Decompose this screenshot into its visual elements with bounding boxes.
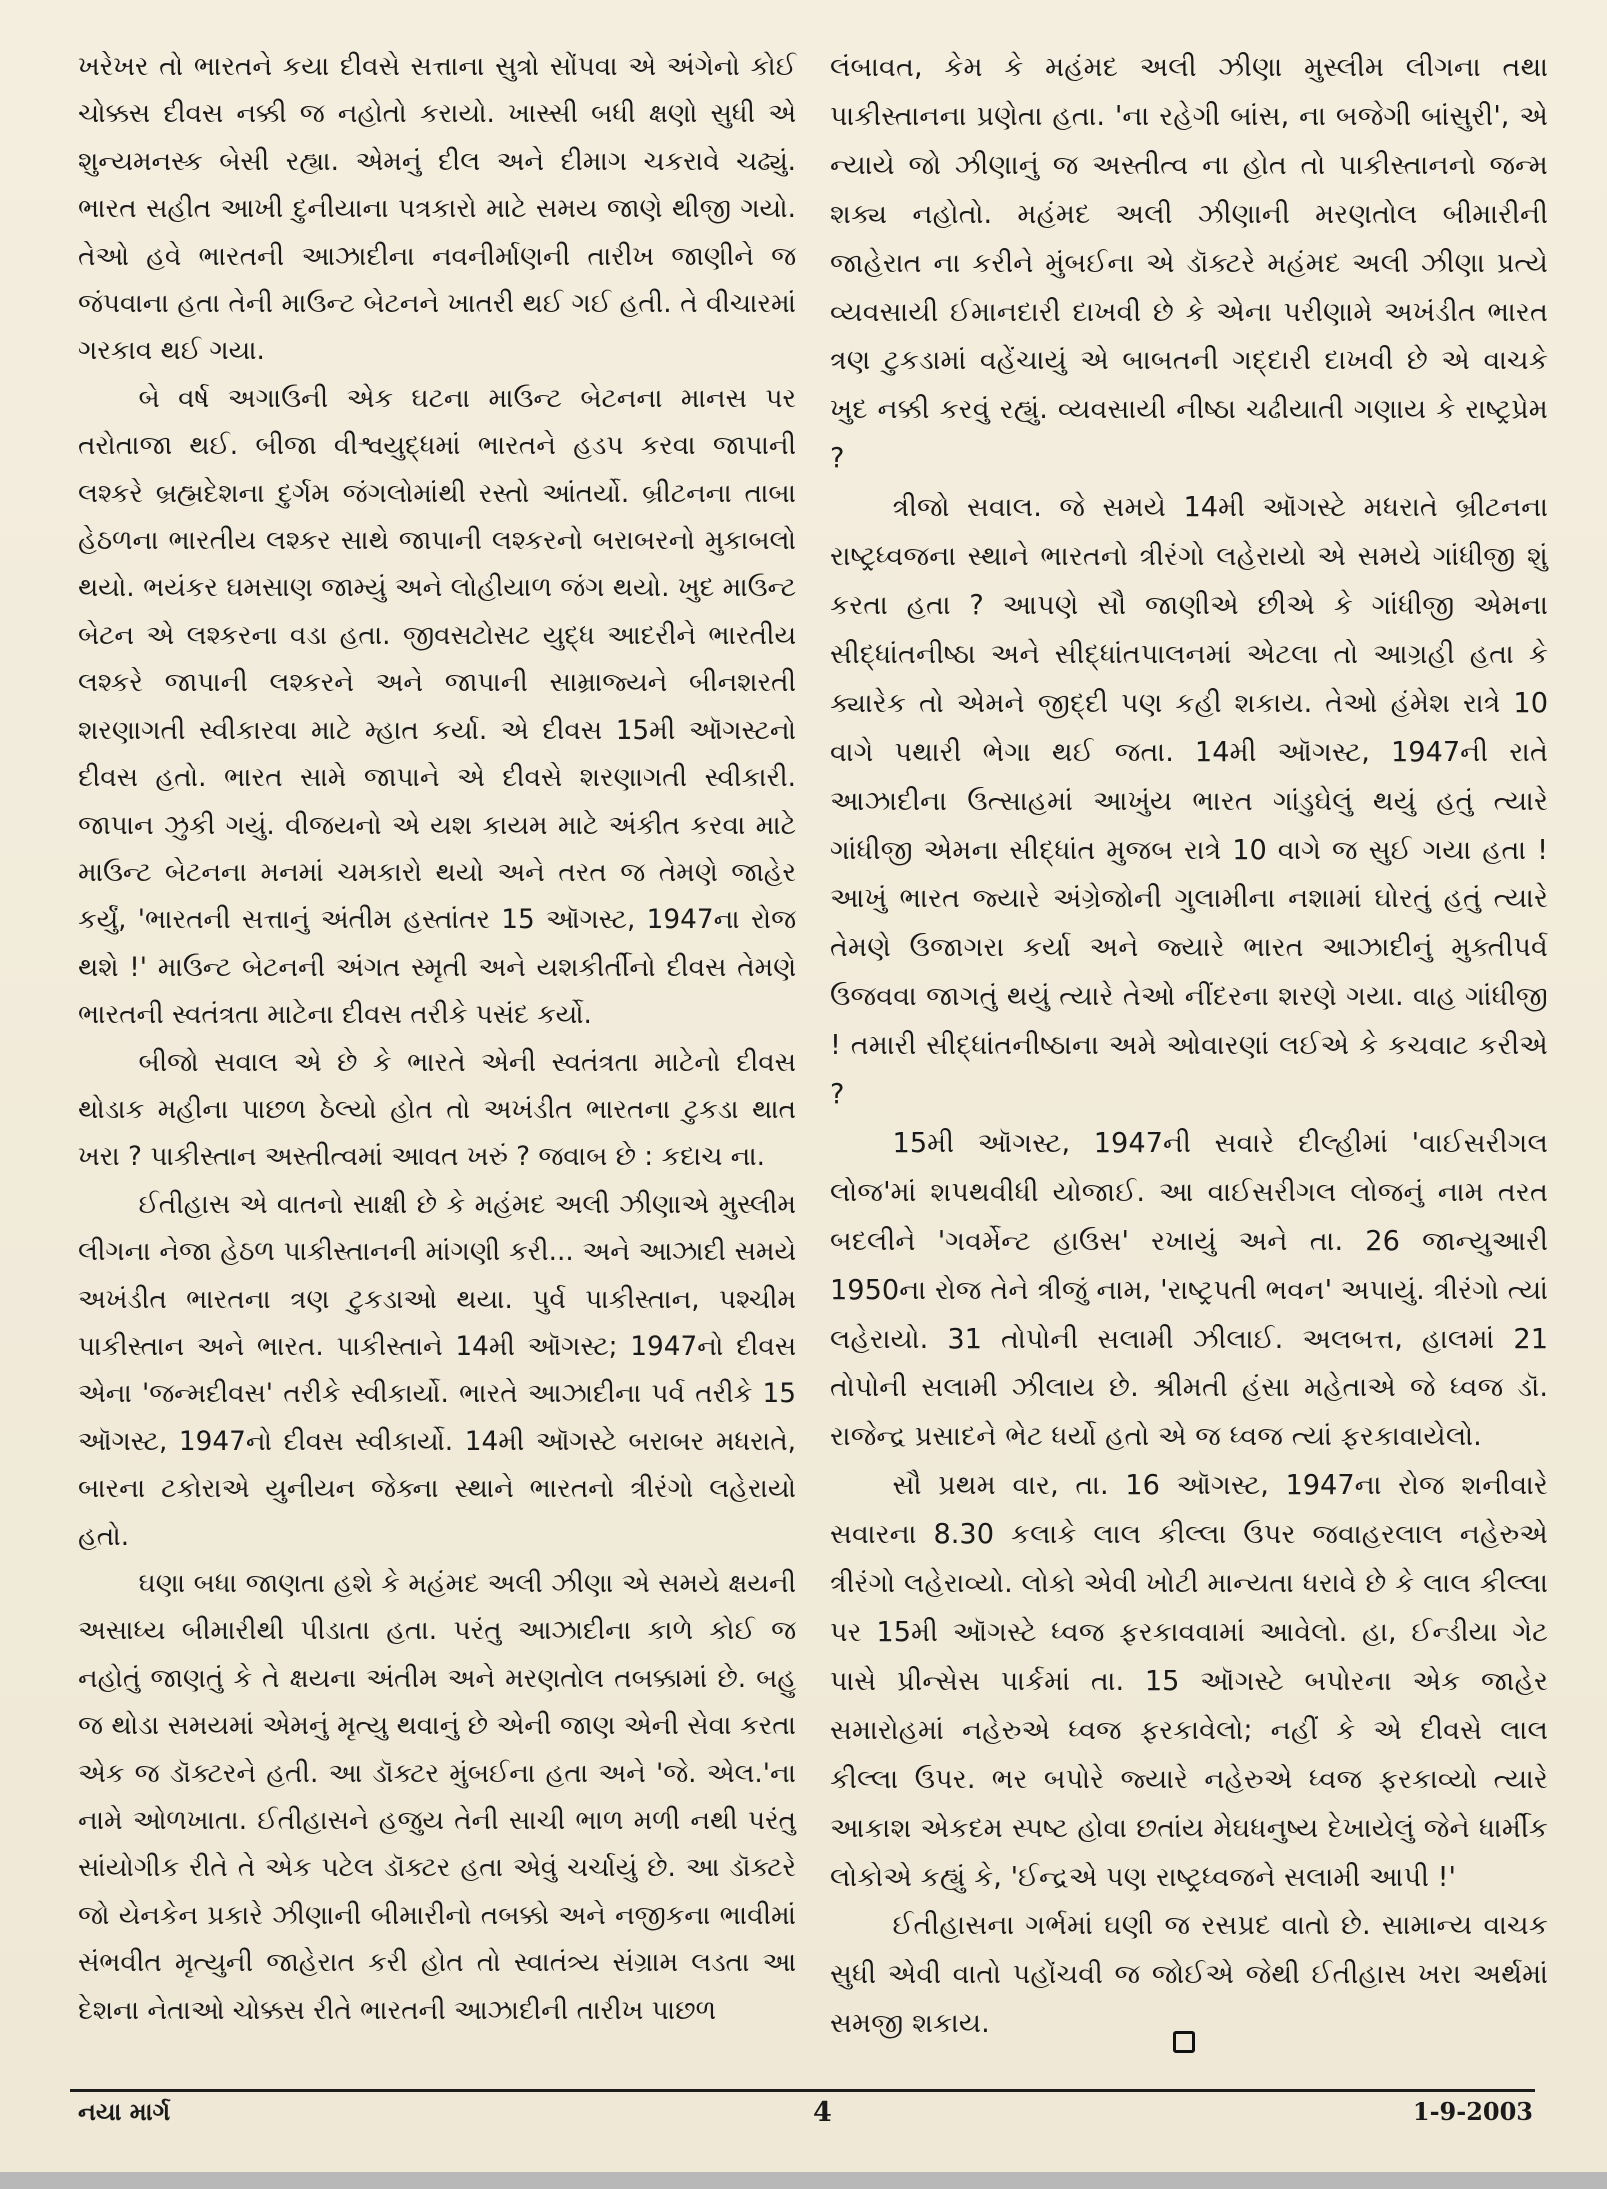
paragraph: 15મી ઑગસ્ટ, 1947ની સવારે દીલ્હીમાં 'વાઈસરીગલ લોજ'માં શપથવીધી યોજાઈ. આ વાઈસરીગલ લોજનું નામ તરત બદલીને 'ગવર્મેન્ટ હાઉસ' રખાયું અને તા. 26 જાન્યુઆરી 1950ના રોજ તેને ત્રીજું નામ, 'રાષ્ટ્રપતી ભવન' અપાયું. ત્રીરંગો ત્યાં લહેરાયો. 31 તોપોની સલામી ઝીલાઈ. અલબત્ત, હાલમાં 21 તોપોની સલામી ઝીલાય છે. શ્રીમતી હંસા મહેતાએ જે ધ્વજ ડૉ. રાજેન્દ્ર પ્રસાદને ભેટ ધર્યો હતો એ જ ધ્વજ ત્યાં ફરકાવાયેલો. (830, 1127, 1548, 1453)
paragraph: ત્રીજો સવાલ. જે સમયે 14મી ઑગસ્ટે મધરાતે બ્રીટનના રાષ્ટ્રધ્વજના સ્થાને ભારતનો ત્રીરંગો લહેરાયો એ સમયે ગાંધીજી શું કરતા હતા ? આપણે સૌ જાણીએ છીએ કે ગાંધીજી એમના સીદ્ધાંતનીષ્ઠા અને સીદ્ધાંતપાલનમાં એટલા તો આગ્રહી હતા કે ક્યારેક તો એમને જીદ્દી પણ કહી શકાય. તેઓ હંમેશ રાત્રે 10 વાગે પથારી ભેગા થઈ જતા. 14મી ઑગસ્ટ, 1947ની રાતે આઝાદીના ઉત્સાહમાં આખુંય ભારત ગાંડુઘેલું થયું હતું ત્યારે ગાંધીજી એમના સીદ્ધાંત મુજબ રાત્રે 10 વાગે જ સુઈ ગયા હતા ! આખું ભારત જ્યારે અંગ્રેજોની ગુલામીના નશામાં ઘોરતું હતું ત્યારે તેમણે ઉજાગરા કર્યા અને જ્યારે ભારત આઝાદીનું મુક્તીપર્વ ઉજવવા જાગતું થયું ત્યારે તેઓ નીંદરના શરણે ગયા. વાહ ગાંધીજી ! તમારી સીદ્ધાંતનીષ્ઠાના અમે ઓવારણાં લઈએ કે કચવાટ કરીએ ? (830, 492, 1548, 1111)
article-column-right (830, 44, 1548, 2049)
paragraph: સૌ પ્રથમ વાર, તા. 16 ઑગસ્ટ, 1947ના રોજ શનીવારે સવારના 8.30 કલાકે લાલ કીલ્લા ઉપર જવાહરલાલ નહેરુએ ત્રીરંગો લહેરાવ્યો. લોકો એવી ખોટી માન્યતા ધરાવે છે કે લાલ કીલ્લા પર 15મી ઑગસ્ટે ધ્વજ ફરકાવવામાં આવેલો. હા, ઈન્ડીયા ગેટ પાસે પ્રીન્સેસ પાર્કમાં તા. 15 ઑગસ્ટે બપોરના એક જાહેર સમારોહમાં નહેરુએ ધ્વજ ફરકાવેલો; નહીં કે એ દીવસે લાલ કીલ્લા ઉપર. ભર બપોરે જ્યારે નહેરુએ ધ્વજ ફરકાવ્યો ત્યારે આકાશ એકદમ સ્પષ્ટ હોવા છતાંય મેઘધનુષ્ય દેખાયેલું જેને ધાર્મીક લોકોએ કહ્યું કે, 'ઈન્દ્રએ પણ રાષ્ટ્રધ્વજને સલામી આપી !' (830, 1470, 1548, 1893)
paragraph: ઘણા બધા જાણતા હશે કે મહંમદ અલી ઝીણા એ સમયે ક્ષયની અસાધ્ય બીમારીથી પીડાતા હતા. પરંતુ આઝાદીના કાળે કોઈ જ નહોતું જાણતું કે તે ક્ષયના અંતીમ અને મરણતોલ તબક્કામાં છે. બહુ જ થોડા સમયમાં એમનું મૃત્યુ થવાનું છે એની જાણ એની સેવા કરતા એક જ ડૉક્ટરને હતી. આ ડૉક્ટર મુંબઈના હતા અને 'જે. એલ.'ના નામે ઓળખાતા. ઈતીહાસને હજુય તેની સાચી ભાળ મળી નથી પરંતુ સાંયોગીક રીતે તે એક પટેલ ડૉક્ટર હતા એવું ચર્ચાયું છે. આ ડૉક્ટરે જો યેનકેન પ્રકારે ઝીણાની બીમારીનો તબક્કો અને નજીકના ભાવીમાં સંભવીત મૃત્યુની જાહેરાત કરી હોત તો સ્વાતંત્ર્ય સંગ્રામ લડતા આ દેશના નેતાઓ ચોક્કસ રીતે ભારતની આઝાદીની તારીખ પાછળ (78, 1569, 796, 2026)
paragraph: બીજો સવાલ એ છે કે ભારતે એની સ્વતંત્રતા માટેનો દીવસ થોડાક મહીના પાછળ ઠેલ્યો હોત તો અખંડીત ભારતના ટુકડા થાત ખરા ? પાકીસ્તાન અસ્તીત્વમાં આવત ખરું ? જવાબ છે : કદાચ ના. (78, 1047, 796, 1173)
page-footer (78, 2097, 1533, 2137)
scan-edge-strip (0, 2172, 1607, 2189)
paragraph: ખરેખર તો ભારતને કયા દીવસે સત્તાના સુત્રો સોંપવા એ અંગેનો કોઈ ચોક્કસ દીવસ નક્કી જ નહોતો કરાયો. ખાસ્સી બધી ક્ષણો સુધી એ શુન્યમનસ્ક બેસી રહ્યા. એમનું દીલ અને દીમાગ ચકરાવે ચઢ્યું. ભારત સહીત આખી દુનીયાના પત્રકારો માટે સમય જાણે થીજી ગયો. તેઓ હવે ભારતની આઝાદીના નવનીર્માણની તારીખ જાણીને જ જંપવાના હતા તેની માઉન્ટ બેટનને ખાતરી થઈ ગઈ હતી. તે વીચારમાં ગરકાવ થઈ ગયા. (78, 52, 796, 367)
publication-name: નયા માર્ગ (78, 2097, 171, 2126)
page-number: 4 (813, 2097, 832, 2128)
issue-date: 1-9-2003 (1412, 2097, 1533, 2126)
paragraph: ઈતીહાસના ગર્ભમાં ઘણી જ રસપ્રદ વાતો છે. સામાન્ય વાચક સુધી એવી વાતો પહોંચવી જ જોઈએ જેથી ઈતીહાસ ખરા અર્થમાં સમજી શકાય. (830, 1910, 1548, 2040)
footer-rule (70, 2089, 1535, 2092)
article-column-left (78, 44, 796, 2035)
paragraph: બે વર્ષ અગાઉની એક ઘટના માઉન્ટ બેટનના માનસ પર તરોતાજા થઈ. બીજા વીશ્વયુદ્ધમાં ભારતને હડપ કરવા જાપાની લશ્કરે બ્રહ્મદેશના દુર્ગમ જંગલોમાંથી રસ્તો આંતર્યો. બ્રીટનના તાબા હેઠળના ભારતીય લશ્કર સાથે જાપાની લશ્કરનો બરાબરનો મુકાબલો થયો. ભયંકર ઘમસાણ જામ્યું અને લોહીયાળ જંગ થયો. ખુદ માઉન્ટ બેટન એ લશ્કરના વડા હતા. જીવસટોસટ યુદ્ધ આદરીને ભારતીય લશ્કરે જાપાની લશ્કરને અને જાપાની સામ્રાજ્યને બીનશરતી શરણાગતી સ્વીકારવા માટે મ્હાત કર્યા. એ દીવસ 15મી ઑગસ્ટનો દીવસ હતો. ભારત સામે જાપાને એ દીવસે શરણાગતી સ્વીકારી. જાપાન ઝુકી ગયું. વીજયનો એ યશ કાયમ માટે અંકીત કરવા માટે માઉન્ટ બેટનના મનમાં ચમકારો થયો અને તરત જ તેમણે જાહેર કર્યું, 'ભારતની સત્તાનું અંતીમ હસ્તાંતર 15 ઑગસ્ટ, 1947ના રોજ થશે !' માઉન્ટ બેટનની અંગત સ્મૃતી અને યશકીર્તીનો દીવસ તેમણે ભારતની સ્વતંત્રતા માટેના દીવસ તરીકે પસંદ કર્યો. (78, 383, 796, 1031)
paragraph: લંબાવત, કેમ કે મહંમદ અલી ઝીણા મુસ્લીમ લીગના તથા પાકીસ્તાનના પ્રણેતા હતા. 'ના રહેગી બાંસ, ના બજેગી બાંસુરી', એ ન્યાયે જો ઝીણાનું જ અસ્તીત્વ ના હોત તો પાકીસ્તાનનો જન્મ શક્ય નહોતો. મહંમદ અલી ઝીણાની મરણતોલ બીમારીની જાહેરાત ના કરીને મુંબઈના એ ડૉક્ટરે મહંમદ અલી ઝીણા પ્રત્યે વ્યવસાયી ઈમાનદારી દાખવી છે કે એના પરીણામે અખંડીત ભારત ત્રણ ટુકડામાં વહેંચાયું એ બાબતની ગદ્દારી દાખવી છે એ વાચકે ખુદ નક્કી કરવું રહ્યું. વ્યવસાયી નીષ્ઠા ચઢીયાતી ગણાય કે રાષ્ટ્રપ્રેમ ? (830, 52, 1548, 475)
paragraph: ઈતીહાસ એ વાતનો સાક્ષી છે કે મહંમદ અલી ઝીણાએ મુસ્લીમ લીગના નેજા હેઠળ પાકીસ્તાનની માંગણી કરી... અને આઝાદી સમયે અખંડીત ભારતના ત્રણ ટુકડાઓ થયા. પુર્વ પાકીસ્તાન, પશ્ચીમ પાકીસ્તાન અને ભારત. પાકીસ્તાને 14મી ઑગસ્ટ; 1947નો દીવસ એના 'જન્મદીવસ' તરીકે સ્વીકાર્યો. ભારતે આઝાદીના પર્વ તરીકે 15 ઑગસ્ટ, 1947નો દીવસ સ્વીકાર્યો. 14મી ઑગસ્ટે બરાબર મધરાતે, બારના ટકોરાએ યુનીયન જેક્ના સ્થાને ભારતનો ત્રીરંગો લહેરાયો હતો. (78, 1189, 796, 1552)
end-of-article-square-icon (1173, 2031, 1195, 2053)
